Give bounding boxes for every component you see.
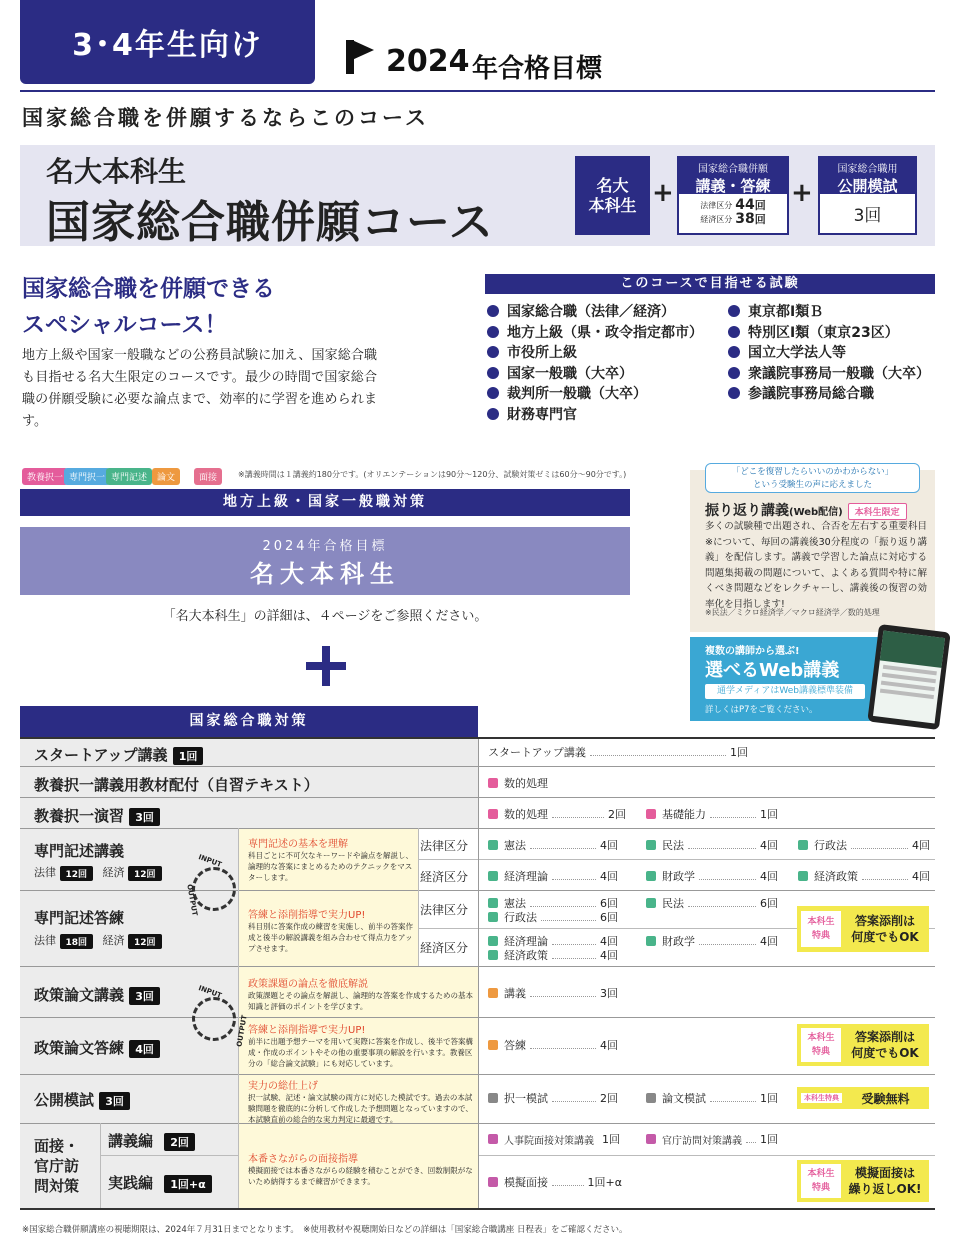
tokuten-label: 本科生 特典 [801, 1164, 841, 1198]
review-bubble-line2: という受験生の声に応えました [752, 480, 872, 490]
review-title [705, 500, 907, 520]
text-item: 数的処理 [488, 775, 548, 791]
honka-box: 名大 本科生 [575, 156, 650, 235]
exam-item: 国家総合職（法律／経済） [487, 302, 703, 323]
mensetsu-jissen: 実践編 1回+α [108, 1172, 212, 1193]
mock-box-count: 3回 [853, 206, 882, 226]
col-line [418, 828, 419, 966]
count-badge: 3回 [129, 987, 160, 1005]
kubun-eco-1: 経済区分 [420, 870, 469, 884]
course-big-title: 国家総合職併願コース [46, 197, 494, 248]
eco-touren-item: 経済理論 4回 [488, 933, 618, 949]
review-title-sub: (Web配信) [789, 507, 843, 518]
seisaku-kougi-desc [248, 975, 473, 1012]
desc-title: 答練と添削指導で実力UP! [248, 910, 366, 921]
eco-kougi-item: 経済政策 4回 [798, 868, 930, 884]
row-line [418, 859, 935, 860]
desc-title: 本番さながらの面接指導 [248, 1154, 358, 1165]
row-mensetsu-name: 面接・ 官庁訪 問対策 [34, 1137, 80, 1195]
count-badge: 1回 [173, 747, 204, 765]
exam-item: 衆議院事務局一般職（大卒） [728, 364, 930, 385]
moshi-tokuten-box [797, 1087, 929, 1109]
law-touren-item: 憲法 6回 [488, 895, 618, 911]
table-header: 国家総合職対策 [20, 706, 478, 737]
row-moshi-name: 公開模試 3回 [34, 1089, 130, 1110]
count-badge: 12回 [60, 866, 94, 881]
mock-box-main: 公開模試 [837, 177, 898, 195]
law-label: 法律区分 [700, 200, 733, 210]
review-bubble-line1: 「どこを復習したらいいのかわからない」 [731, 467, 894, 477]
legend-tag-kijutsu: 専門記述 [106, 468, 152, 485]
desc-title: 政策課題の論点を徹底解説 [248, 979, 368, 990]
lecture-box-main: 講義・答練 [695, 177, 771, 195]
desc-body: 模擬面接では本番さながらの経験を積むことができ、回数制限がないため納得するまで練習ができます。 [248, 1166, 473, 1186]
eco-kougi-item: 経済理論 4回 [488, 868, 618, 884]
row-kijutsu-touren-name: 専門記述答練 [34, 909, 125, 927]
mensetsu-desc [248, 1150, 473, 1187]
law-touren-item: 民法 6回 [646, 895, 778, 911]
count-badge: 4回 [129, 1040, 160, 1058]
intro-headline-1: 国家総合職を併願できる [22, 276, 275, 302]
eco-label: 経済区分 [700, 214, 733, 224]
row-text-name: 教養択一講義用教材配付（自習テキスト） [34, 776, 319, 794]
review-body: 多くの試験種で出題され、合否を左右する重要科目※について、毎回の講義後30分程度の「振り返り講義」を配信します。講義で学習した論点に対応する問題集掲載の問題について、よくある質問や特に解くべき問題などをレクチャーし、講義後の復習の効率化を目指します! [705, 521, 927, 610]
tokuten-label: 本科生特典 [801, 1093, 842, 1103]
exam-item: 国家一般職（大卒） [487, 364, 703, 385]
desc-body: 政策課題とその論点を解説し、論理的な答案を作成するための基本知識と評価のポイントを学びます。 [248, 991, 473, 1011]
mensetsu-tokuten-box [797, 1160, 929, 1202]
eco-kougi-item: 財政学 4回 [646, 868, 778, 884]
moshi-item-1: 択一模試 2回 [488, 1090, 618, 1106]
desc-body: 前半に出題予想テーマを用いて実際に答案を作成し、後半で答案構成・作成のポイントやその他の重要事項の解説を行います。教養区分の「総合論文試験」にも対応しています。 [248, 1037, 473, 1068]
row-line [478, 1155, 935, 1156]
target-suffix: 年合格目標 [472, 54, 603, 84]
tokuten-label: 本科生 特典 [801, 911, 841, 947]
intro-body: 地方上級や国家一般職などの公務員試験に加え、国家総合職も目指せる名大生限定のコースです。最少の時間で国家総合職の併願受験に必要な論点まで、効率的に学習を進められます。 [22, 348, 377, 429]
input-label: INPUT [197, 984, 223, 1000]
tokuten-box-2 [797, 1024, 929, 1066]
ensyu-item-1: 数的処理 2回 [488, 806, 626, 822]
web-line1: 複数の講師から選ぶ! [705, 646, 800, 657]
moshi-desc [248, 1077, 473, 1125]
tablet-image [867, 624, 950, 730]
exam-item: 地方上級（県・政令指定都市） [487, 323, 703, 344]
count-badge: 2回 [164, 1133, 195, 1151]
page-subtitle: 国家総合職を併願するならこのコース [22, 106, 429, 130]
review-note: ※民法／ミクロ経済学／マクロ経済学／数的処理 [705, 608, 880, 617]
seisaku-touren-desc [248, 1021, 473, 1069]
intro-headline-2: スペシャルコース！ [22, 312, 228, 338]
input-label: INPUT [197, 853, 223, 869]
exam-item: 参議院事務局総合職 [728, 384, 930, 405]
count-badge: 12回 [128, 934, 162, 949]
tokuten-box-1 [797, 906, 929, 952]
legend-tag-senmon: 専門択一 [64, 468, 110, 485]
course-small-title: 名大本科生 [46, 155, 187, 188]
local-box-top: 2024年合格目標 [262, 539, 388, 554]
mock-box [818, 156, 917, 235]
mensetsu-kougi: 講義編 2回 [108, 1130, 195, 1151]
output-label: OUTPUT [235, 1014, 249, 1048]
kubun-eco-2: 経済区分 [420, 941, 469, 955]
lecture-box [677, 156, 789, 235]
tokuten-text: 答案添削は 何度でもOK [851, 914, 919, 944]
exams-title: このコースで目指せる試験 [485, 274, 935, 294]
web-line2: 選べるWeb講義 [705, 660, 840, 681]
review-bubble [705, 463, 920, 493]
web-line3: 通学メディアはWeb講義標準装備 [705, 684, 865, 699]
tokuten-text: 模擬面接は 繰り返しOK! [848, 1166, 922, 1196]
row-startup-name: スタートアップ講義 1回 [34, 744, 203, 765]
exam-item: 国立大学法人等 [728, 343, 930, 364]
tokuten-label: 本科生 特典 [801, 1028, 841, 1062]
law-touren-item: 行政法 6回 [488, 909, 618, 925]
tokuten-text: 答案添削は 何度でもOK [851, 1030, 919, 1060]
mensetsu-item-1: 人事院面接対策講義 1回 [488, 1131, 620, 1147]
tokuten-text: 受験無料 [861, 1091, 910, 1106]
seisaku-kougi-item: 講義 3回 [488, 985, 618, 1001]
count-badge: 1回+α [164, 1175, 211, 1193]
kubun-law-2: 法律区分 [420, 903, 469, 917]
kijutsu-touren-sub: 法律 18回 経済 12回 [34, 932, 162, 949]
exam-item: 東京都Ⅰ類Ｂ [728, 302, 930, 323]
header-rule [20, 90, 935, 92]
exam-list-left [487, 302, 703, 425]
kijutsu-touren-desc [248, 906, 413, 954]
review-title-main: 振り返り講義 [705, 503, 789, 519]
count-badge: 12回 [128, 866, 162, 881]
exam-item: 市役所上級 [487, 343, 703, 364]
desc-body: 択一試験、記述・論文試験の両方に対応した模試です。過去の本試験問題を徹底的に分析して作成した予想問題となっていますので、本試験直前の総合的な実力判定に最適です。 [248, 1093, 473, 1124]
target-year: 2024 [386, 44, 470, 79]
mensetsu-item-3: 模擬面接 1回+α [488, 1174, 622, 1190]
mock-box-top: 国家総合職用 [837, 164, 898, 175]
row-kijutsu-kougi-name: 専門記述講義 [34, 842, 125, 860]
desc-title: 答練と添削指導で実力UP! [248, 1025, 366, 1036]
input-output-icon [192, 997, 236, 1041]
mensetsu-item-2: 官庁訪問対策講義 1回 [646, 1131, 778, 1147]
legend-note: ※講義時間は１講義約180分です。(オリエンテーションは90分～120分、試験対策ゼミは60分～90分です。) [238, 470, 627, 479]
kijutsu-kougi-sub: 法律 12回 経済 12回 [34, 864, 162, 881]
exam-item: 裁判所一般職（大卒） [487, 384, 703, 405]
desc-body: 科目別に答案作成の練習を実施し、前半の答案作成と後半の解説講義を組み合わせて得点力をアップさせます。 [248, 922, 413, 953]
startup-item: スタートアップ講義 1回 [488, 746, 748, 759]
year-tab: 3･4年生向け [20, 0, 315, 84]
lecture-box-top: 国家総合職併願 [698, 164, 768, 175]
desc-title: 専門記述の基本を理解 [248, 839, 348, 850]
count-badge: 3回 [129, 808, 160, 826]
col-line [238, 828, 239, 1208]
row-ensyu-name: 教養択一演習 3回 [34, 805, 160, 826]
input-output-icon [192, 867, 236, 911]
legend-tag-mensetsu: 面接 [194, 468, 222, 485]
law-kougi-item: 行政法 4回 [798, 837, 930, 853]
law-unit: 回 [754, 199, 766, 212]
plus-sign-2: + [791, 178, 813, 208]
kijutsu-kougi-desc [248, 835, 413, 883]
desc-body: 科目ごとに不可欠なキーワードや論点を解説し、論理的な答案にまとめるためのテクニックをマスターします。 [248, 851, 413, 882]
exam-item: 財務専門官 [487, 405, 703, 426]
review-badge: 本科生限定 [848, 503, 907, 520]
exam-item: 特別区Ⅰ類（東京23区） [728, 323, 930, 344]
count-badge: 3回 [99, 1092, 130, 1110]
big-plus [306, 646, 346, 686]
eco-unit: 回 [754, 213, 766, 226]
row-seisaku-kougi-name: 政策論文講義 3回 [34, 984, 160, 1005]
row-line [100, 1155, 238, 1156]
local-box [20, 527, 630, 595]
legend-tag-ronbun: 論文 [152, 468, 180, 485]
law-kougi-item: 憲法 4回 [488, 837, 618, 853]
seisaku-touren-item: 答練 4回 [488, 1037, 618, 1053]
kubun-law-1: 法律区分 [420, 839, 469, 853]
web-line4: 詳しくはP7をご覧ください。 [705, 705, 818, 715]
eco-touren-item: 財政学 4回 [646, 933, 778, 949]
col-line [478, 739, 479, 1208]
plus-sign-1: + [652, 178, 674, 208]
ensyu-item-2: 基礎能力 1回 [646, 806, 778, 822]
exam-list-right [728, 302, 930, 405]
output-label: OUTPUT [185, 883, 199, 917]
moshi-item-2: 論文模試 1回 [646, 1090, 778, 1106]
law-num: 44 [735, 197, 755, 213]
count-badge: 18回 [60, 934, 94, 949]
local-bar: 地方上級・国家一般職対策 [20, 489, 630, 516]
col-line [100, 1123, 101, 1208]
law-kougi-item: 民法 4回 [646, 837, 778, 853]
eco-touren-item: 経済政策 4回 [488, 947, 618, 963]
local-box-main: 名大本科生 [250, 560, 400, 588]
flag-icon-pennant [352, 40, 374, 60]
footer-note: ※国家総合職併願講座の視聴期限は、2024年７月31日までとなります。 ※使用教材や視聴開始日などの詳細は「国家総合職講座 日程表」をご確認ください。 [22, 1225, 628, 1235]
desc-title: 実力の総仕上げ [248, 1081, 318, 1092]
legend-tag-kyoyo: 教養択一 [22, 468, 68, 485]
eco-num: 38 [735, 211, 755, 227]
local-note: 「名大本科生」の詳細は、４ページをご参照ください。 [162, 609, 488, 624]
row-seisaku-touren-name: 政策論文答練 4回 [34, 1037, 160, 1058]
